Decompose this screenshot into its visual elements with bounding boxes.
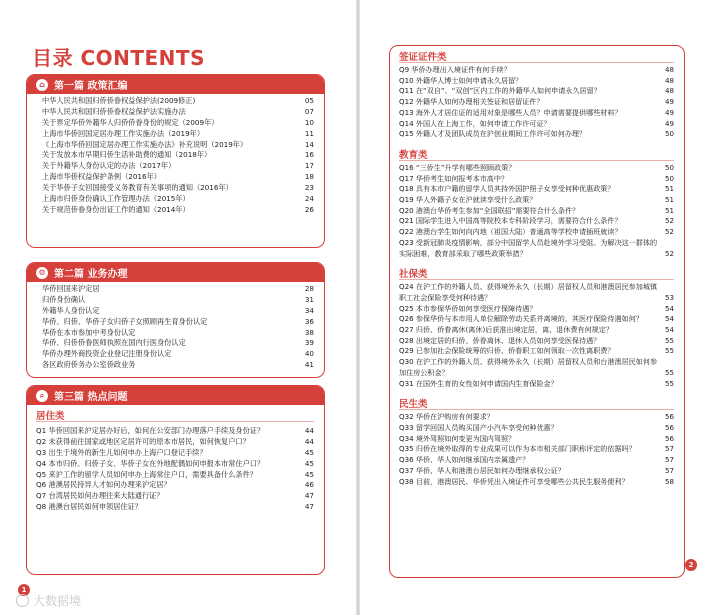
toc-entry-title: Q29 已参加社会保险统筹的归侨、侨眷职工如何领取一次性离职费？: [399, 346, 615, 356]
toc-list: [27, 282, 324, 371]
toc-entry[interactable]: [399, 119, 674, 130]
toc-entry[interactable]: [42, 150, 314, 161]
toc-entry[interactable]: [399, 444, 674, 455]
toc-entry-title: Q28 出境定居的归侨、侨眷离休、退休人员如何享受医保待遇？: [399, 335, 601, 345]
section-header: [27, 263, 324, 282]
toc-entry-title: Q21 国际学生进入中国高等院校本专科阶段学习，需要符合什么条件？: [399, 216, 622, 226]
toc-entry[interactable]: [399, 314, 674, 325]
toc-entry[interactable]: [399, 423, 674, 434]
toc-entry-title: Q25 本市参保华侨如何享受医疗保障待遇？: [399, 303, 537, 313]
toc-entry-title: Q32 华侨在沪购房有何要求？: [399, 412, 494, 422]
toc-entry-title: Q13 海外人才居住证的适用对象是哪些人员？申请需要提供哪些材料？: [399, 107, 622, 117]
toc-entry-page: 26: [304, 204, 314, 214]
toc-entry-page: 45: [304, 469, 314, 479]
toc-entry[interactable]: [42, 194, 314, 205]
toc-entry-title: Q11 在“双自”、“双创”区内工作的外籍华人如何申请永久居留？: [399, 86, 601, 96]
toc-entry[interactable]: [42, 328, 314, 339]
toc-entry-page: 54: [664, 325, 674, 335]
toc-entry-title: Q12 外籍华人如何办理相关签证和居留证件？: [399, 97, 544, 107]
toc-entry-title: Q35 归侨在境外取得的专业成果可以作为本市相关部门职称评定的依据吗？: [399, 444, 636, 454]
toc-entry-page: 36: [304, 316, 314, 326]
section-policy: [26, 74, 325, 248]
toc-entry-page: 16: [304, 150, 314, 160]
toc-entry[interactable]: [42, 183, 314, 194]
toc-list: [27, 424, 324, 513]
toc-entry-page: 55: [664, 378, 674, 388]
divider: [399, 279, 674, 280]
toc-entry-page: 14: [304, 139, 314, 149]
page-title: 目录 CONTENTS: [32, 46, 205, 70]
toc-entry[interactable]: [399, 455, 674, 466]
toc-entry-title: Q10 外籍华人博士如何申请永久居留？: [399, 75, 523, 85]
toc-entry-page: 50: [664, 173, 674, 183]
toc-entry-page: 17: [304, 161, 314, 171]
toc-entry-page: 44: [304, 426, 314, 435]
toc-entry[interactable]: [399, 304, 674, 315]
toc-entry[interactable]: [42, 205, 314, 216]
toc-entry-page: 51: [664, 195, 674, 205]
toc-entry[interactable]: [36, 491, 314, 502]
toc-entry-title: Q27 归侨、侨眷离休(离休)后获准出境定居，离、退休费有何规定？: [399, 325, 613, 335]
toc-entry-page: 56: [664, 422, 674, 432]
category-title: 教育类: [399, 149, 428, 161]
toc-entry[interactable]: [36, 459, 314, 470]
toc-entry[interactable]: [399, 76, 674, 87]
toc-entry-title: Q23 受新冠肺炎疫情影响，部分中国留学人员赴境外学习受阻。为解决这一群体的实际困难，教育部采取了哪些政策举措？: [399, 237, 658, 258]
toc-entry-page: 49: [664, 118, 674, 128]
toc-entry-page: 38: [304, 327, 314, 337]
gear-icon: ⚙: [36, 267, 48, 279]
toc-entry-page: 24: [304, 194, 314, 204]
toc-entry-page: 48: [664, 86, 674, 96]
section-hot-issues: [26, 385, 325, 575]
toc-entry-title: Q9 华侨办理出入境证件有何手续？: [399, 65, 511, 74]
toc-entry-title: Q38 目前，港澳居民、华侨凭出入境证件可享受哪些公共民生服务便利？: [399, 476, 629, 486]
toc-entry-title: Q17 华侨考生如何报考本市高中？: [399, 173, 509, 183]
toc-entry[interactable]: [399, 65, 674, 76]
toc-entry-title: 华侨、归侨侨眷医师执照在国内行医身份认定: [42, 338, 186, 348]
toc-entry-title: Q36 华侨、华人如何继承国内亲属遗产？: [399, 455, 530, 465]
right-sections: [390, 46, 684, 487]
toc-entry[interactable]: [399, 163, 674, 174]
toc-entry-page: 54: [664, 314, 674, 324]
toc-entry-title: 关于规范侨眷身份出证工作的通知（2014年）: [42, 204, 190, 214]
section-title: 第一篇 政策汇编: [54, 81, 128, 92]
toc-entry-page: 23: [304, 183, 314, 193]
toc-entry-page: 52: [664, 248, 674, 258]
toc-entry-page: 55: [664, 346, 674, 356]
toc-entry[interactable]: [399, 184, 674, 195]
toc-entry-title: Q37 华侨、华人和港澳台居民如何办理继承权公证？: [399, 465, 565, 475]
toc-entry[interactable]: [399, 357, 674, 378]
toc-entry-title: 上海市华侨回国定居办理工作实施办法（2019年）: [42, 128, 205, 138]
toc-list: [390, 163, 684, 259]
toc-list: [390, 65, 684, 140]
toc-entry[interactable]: [42, 349, 314, 360]
toc-entry[interactable]: [399, 206, 674, 217]
toc-entry-page: 54: [664, 303, 674, 313]
toc-list: [390, 282, 684, 389]
toc-entry[interactable]: [42, 306, 314, 317]
toc-entry[interactable]: [399, 346, 674, 357]
toc-entry[interactable]: [42, 107, 314, 118]
toc-entry-title: 华侨办理外商投资企业登记注册身份认定: [42, 349, 172, 359]
section-title: 第三篇 热点问题: [54, 392, 128, 403]
toc-entry-title: Q22 港澳台学生如何向内地（祖国大陆）普通高等学校申请插班就读？: [399, 227, 622, 237]
toc-entry-title: Q14 外国人在上海工作，如何申请工作许可证？: [399, 118, 551, 128]
watermark-logo-icon: [16, 594, 29, 607]
toc-entry-page: 51: [664, 184, 674, 194]
toc-entry-title: Q18 具有本市户籍的留学人员其持外国护照子女享受何种优惠政策？: [399, 184, 615, 194]
toc-entry[interactable]: [42, 118, 314, 129]
toc-entry-page: 49: [664, 107, 674, 117]
toc-entry-page: 45: [304, 447, 314, 457]
toc-entry[interactable]: [42, 338, 314, 349]
toc-entry-title: Q1 华侨回国来沪定居办好后，如何在公安部门办理落户手续及身份证？: [36, 426, 265, 435]
toc-entry-title: Q3 出生于境外的新生儿如何申办上海户口登记手续？: [36, 447, 207, 457]
toc-entry-page: 50: [664, 162, 674, 172]
toc-entry[interactable]: [42, 360, 314, 371]
toc-entry-page: 44: [304, 436, 314, 446]
toc-entry-title: Q6 港澳居民持异人才如何办理来沪定居？: [36, 480, 171, 490]
toc-entry-page: 56: [664, 412, 674, 422]
toc-entry-title: 中华人民共和国归侨侨眷权益保护法实施办法: [42, 106, 186, 116]
toc-entry-title: 上海市归侨身份确认工作管理办法（2015年）: [42, 194, 190, 204]
toc-entry-page: 57: [664, 444, 674, 454]
book-spine: [356, 0, 360, 615]
category-residence: 居住类: [36, 411, 65, 422]
category-title: 社保类: [399, 269, 428, 281]
toc-entry-title: Q16 “三侨生”升学有哪些照顾政策？: [399, 162, 516, 172]
toc-entry-title: 华侨、归侨、华侨子女归侨子女照顾再生育身份认定: [42, 316, 208, 326]
toc-entry-title: 华侨回国来沪定居: [42, 284, 100, 293]
toc-entry[interactable]: [399, 379, 674, 390]
category-title: 签证证件类: [399, 52, 447, 63]
toc-entry[interactable]: [399, 325, 674, 336]
toc-entry-title: 关于外籍华人身份认定的办法（2017年）: [42, 161, 176, 171]
toc-entry[interactable]: [399, 412, 674, 423]
toc-entry[interactable]: [36, 502, 314, 513]
toc-entry[interactable]: [399, 216, 674, 227]
divider: [36, 421, 314, 422]
toc-entry-page: 18: [304, 172, 314, 182]
toc-entry-page: 49: [664, 97, 674, 107]
toc-entry[interactable]: [399, 108, 674, 119]
toc-list: [390, 412, 684, 487]
toc-entry-title: 各区政府侨务办公室侨政业务: [42, 360, 136, 370]
toc-entry-page: 53: [664, 292, 674, 302]
page-number-left: 1: [18, 584, 30, 596]
toc-entry-page: 57: [664, 465, 674, 475]
toc-entry-title: Q34 境外驾照如何变更为国内驾照？: [399, 433, 516, 443]
toc-entry[interactable]: [399, 174, 674, 185]
toc-entry[interactable]: [42, 317, 314, 328]
category-title: 民生类: [399, 399, 428, 411]
toc-entry-page: 39: [304, 338, 314, 348]
toc-entry-title: 《上海市华侨回国定居办理工作实施办法》补充说明（2019年）: [42, 139, 248, 149]
toc-list: [27, 94, 324, 216]
toc-entry-title: 关于发放本市早期归侨生活补助费的通知（2018年）: [42, 150, 212, 160]
toc-entry-title: Q26 参保华侨与本市用人单位解除劳动关系并离境的，其医疗保险待遇如何？: [399, 314, 643, 324]
toc-entry-title: Q7 台湾居民如何办理往来大陆通行证？: [36, 491, 164, 501]
section-title: 第二篇 业务办理: [54, 269, 128, 280]
toc-entry-title: Q8 港澳台居民如何申领居住证？: [36, 502, 142, 512]
toc-entry[interactable]: [42, 140, 314, 151]
toc-entry[interactable]: [42, 284, 314, 295]
toc-entry[interactable]: [42, 96, 314, 107]
toc-entry-title: Q30 在沪工作的外籍人员、获得境外永久（长期）居留权人员和台港澳居民如何参加住房公积金？: [399, 357, 658, 377]
toc-entry[interactable]: [399, 434, 674, 445]
toc-entry-title: Q19 华人外籍子女在沪就读享受什么政策？: [399, 195, 537, 205]
toc-entry-page: 10: [304, 117, 314, 127]
toc-entry[interactable]: [42, 129, 314, 140]
toc-entry-title: 外籍华人身份认定: [42, 305, 100, 315]
toc-entry-page: 48: [664, 75, 674, 85]
section-hot-issues-continued: [389, 45, 685, 578]
toc-entry-title: 中华人民共和国归侨侨眷权益保护法(2009修正): [42, 96, 196, 105]
toc-entry-page: 55: [664, 335, 674, 345]
toc-entry-page: 05: [304, 96, 314, 105]
toc-entry-page: 47: [304, 491, 314, 501]
toc-entry-title: 华侨在本市参加中考身份认定: [42, 327, 136, 337]
toc-entry-page: 41: [304, 360, 314, 370]
toc-entry-page: 48: [664, 65, 674, 74]
toc-entry[interactable]: [36, 470, 314, 481]
section-header: [27, 386, 324, 405]
search-icon: ⌕: [36, 390, 48, 402]
toc-entry[interactable]: [36, 448, 314, 459]
toc-entry-title: Q31 在国外生育的女性如何申请国内生育保险金？: [399, 378, 558, 388]
toc-entry-title: 上海市华侨权益保护条例（2016年）: [42, 172, 161, 182]
toc-entry-page: 34: [304, 305, 314, 315]
toc-entry-title: Q5 来沪工作的留学人员如何申办上海常住户口，需要具备什么条件？: [36, 469, 257, 479]
toc-entry[interactable]: [399, 477, 674, 488]
toc-entry-page: 52: [664, 216, 674, 226]
toc-entry-page: 50: [664, 129, 674, 139]
section-business: [26, 262, 325, 378]
toc-entry-page: 28: [304, 284, 314, 293]
toc-entry-title: 关于界定华侨外籍华人归侨侨眷身份的规定（2009年）: [42, 117, 219, 127]
toc-entry-page: 52: [664, 227, 674, 237]
toc-entry-page: 51: [664, 205, 674, 215]
toc-entry[interactable]: [399, 227, 674, 238]
toc-entry[interactable]: [399, 86, 674, 97]
section-header: [27, 75, 324, 94]
toc-entry-page: 47: [304, 502, 314, 512]
toc-entry[interactable]: [36, 426, 314, 437]
toc-entry-page: 55: [664, 367, 674, 377]
toc-entry-page: 57: [664, 455, 674, 465]
bank-icon: ⌂: [36, 79, 48, 91]
toc-entry-title: Q20 港澳台华侨考生参加“全国联招”需要符合什么条件？: [399, 205, 580, 215]
toc-entry[interactable]: [399, 466, 674, 477]
toc-entry[interactable]: [42, 161, 314, 172]
toc-entry-page: 45: [304, 458, 314, 468]
toc-entry-title: Q15 外籍人才及团队成员在沪创业期间工作许可如何办理？: [399, 129, 587, 139]
toc-entry-title: Q33 留学回国人员购买国产小汽车享受何种优惠？: [399, 422, 558, 432]
toc-entry-title: Q24 在沪工作的外籍人员、获得境外永久（长期）居留权人员和港澳居民参加城镇职工社会保险享受何种待遇？: [399, 282, 658, 302]
toc-entry-page: 58: [664, 476, 674, 486]
toc-entry-page: 46: [304, 480, 314, 490]
toc-entry[interactable]: [399, 195, 674, 206]
toc-entry[interactable]: [36, 480, 314, 491]
divider: [399, 409, 674, 410]
toc-entry-title: 关于华侨子女回国接受义务教育有关事项的通知（2016年）: [42, 183, 233, 193]
toc-entry-page: 31: [304, 294, 314, 304]
toc-entry[interactable]: [42, 172, 314, 183]
toc-entry-page: 07: [304, 106, 314, 116]
page-number-right: 2: [685, 559, 697, 571]
toc-entry-page: 56: [664, 433, 674, 443]
toc-entry[interactable]: [399, 336, 674, 347]
watermark-text: 大数据境: [33, 594, 82, 608]
toc-entry[interactable]: [42, 295, 314, 306]
toc-entry-title: Q4 本市归侨、归侨子女、华侨子女在外地配偶如何申报本市常住户口？: [36, 458, 265, 468]
toc-entry[interactable]: [399, 129, 674, 140]
toc-entry-title: Q2 未获得前往国家或地区定居许可的原本市居民，如何恢复户口？: [36, 436, 250, 446]
toc-entry[interactable]: [399, 238, 674, 259]
divider: [399, 160, 674, 161]
watermark: [16, 592, 81, 609]
toc-entry-page: 40: [304, 349, 314, 359]
toc-entry[interactable]: [399, 282, 674, 303]
toc-entry-page: 11: [304, 128, 314, 138]
toc-entry-title: 归侨身份确认: [42, 294, 86, 304]
toc-entry[interactable]: [399, 97, 674, 108]
toc-entry[interactable]: [36, 437, 314, 448]
